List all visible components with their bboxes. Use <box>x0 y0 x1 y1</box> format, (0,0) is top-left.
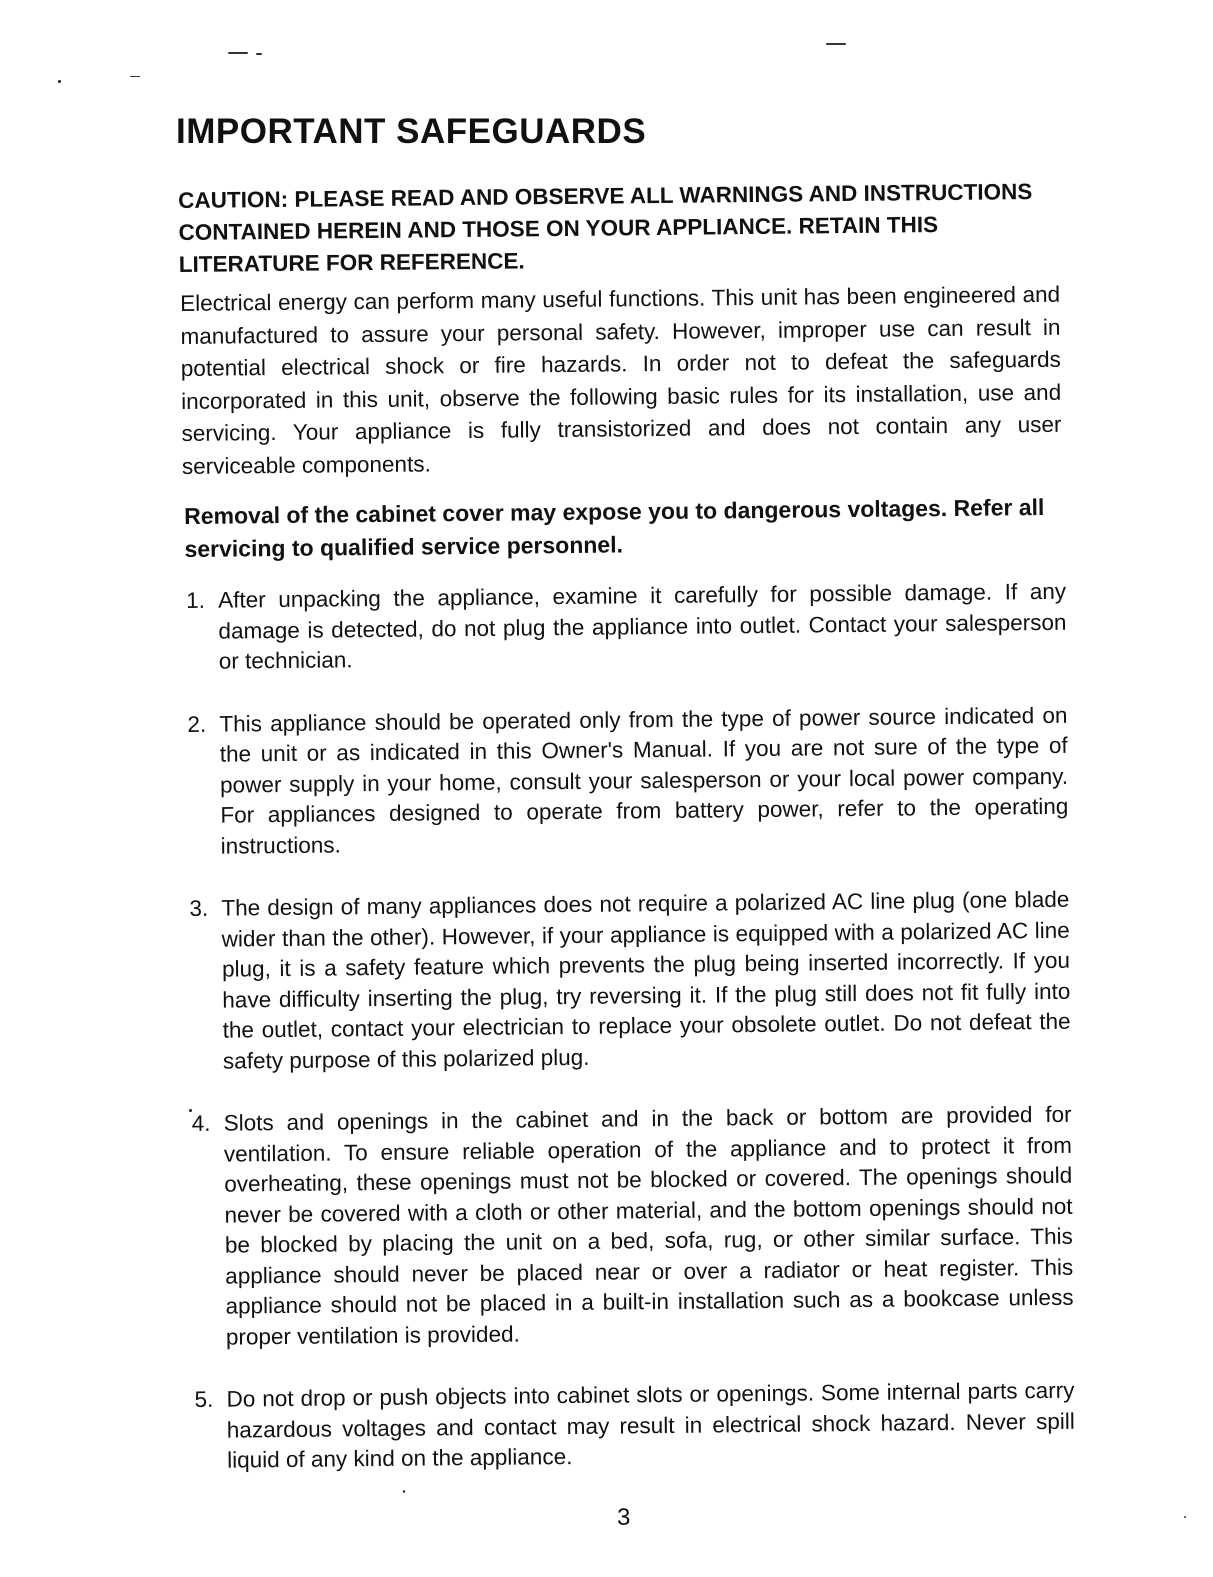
item-text: After unpacking the appliance, examine it carefully for possible damage. If any damage is detected, do not plug the appliance into outlet. Contact your salesperson or technician. <box>218 578 1067 674</box>
page-number: 3 <box>617 1504 631 1531</box>
scan-speck <box>130 76 140 77</box>
item-text: This appliance should be operated only from the type of power source indicated on the unit or as indicated in this Owner's Manual. If you are not sure of the type of power supply in your home, consult your salesperson or your local power company. For appliances designed to operate from battery power, refer to the operating instructions. <box>219 702 1069 859</box>
scan-speck <box>1184 1516 1186 1518</box>
item-text: Do not drop or push objects into cabinet slots or openings. Some internal parts carry hazardous voltages and contact may result in electrical shock hazard. Never spill liquid of any kind on the appliance. <box>226 1377 1075 1473</box>
list-item <box>194 1376 1075 1477</box>
item-number: 1. <box>186 587 206 613</box>
item-number: 2. <box>187 711 207 737</box>
scan-speck <box>228 52 248 54</box>
servicing-warning: Removal of the cabinet cover may expose you to dangerous voltages. Refer all servicing to qualified service personnel. <box>184 493 1045 562</box>
caution-notice: CAUTION: PLEASE READ AND OBSERVE ALL WARNINGS AND INSTRUCTIONS CONTAINED HEREIN AND THOSE ON YOUR APPLIANCE. RETAIN THIS LITERATURE FOR REFERENCE. <box>178 179 1033 277</box>
scan-speck <box>58 80 61 83</box>
intro-paragraph: Electrical energy can perform many useful functions. This unit has been engineered and manufactured to assure your personal safety. However, improper use can result in potential electrical shock or fire hazards. In order not to defeat the safeguards incorporated in this unit, observe the following basic rules for its installation, use and servicing. Your appliance is fully transistorized and does not contain any user serviceable components. <box>180 281 1062 479</box>
list-item <box>189 885 1071 1077</box>
item-text: The design of many appliances does not require a polarized AC line plug (one blade wider than the other). However, if your appliance is equipped with a polarized AC line plug, it is a safety feature which prevents the plug being inserted incorrectly. If you have difficulty inserting the plug, try reversing it. If the plug still does not fit fully into the outlet, contact your electrician to replace your obsolete outlet. Do not defeat the safety purpose of this polarized plug. <box>221 886 1071 1074</box>
list-item <box>191 1100 1074 1353</box>
item-text: Slots and openings in the cabinet and in the back or bottom are provided for ventilation. To ensure reliable operation of the appliance and to protect it from overheating, these openings must not be blocked or covered. The openings should never be covered with a cloth or other material, and the bottom openings should not be blocked by placing the unit on a bed, sofa, rug, or other similar surface. This appliance should never be placed near or over a radiator or heat register. This appliance should not be placed in a built-in installation such as a bookcase unless proper ventilation is provided. <box>223 1101 1074 1350</box>
scan-speck <box>256 53 262 55</box>
page-title: IMPORTANT SAFEGUARDS <box>176 112 647 151</box>
item-number: 3. <box>189 895 209 921</box>
list-item <box>186 577 1067 678</box>
safeguards-list <box>186 577 1076 1509</box>
list-item <box>187 700 1069 862</box>
scan-speck <box>826 43 846 45</box>
item-number: 5. <box>194 1386 214 1412</box>
item-number: 4. <box>191 1110 211 1136</box>
